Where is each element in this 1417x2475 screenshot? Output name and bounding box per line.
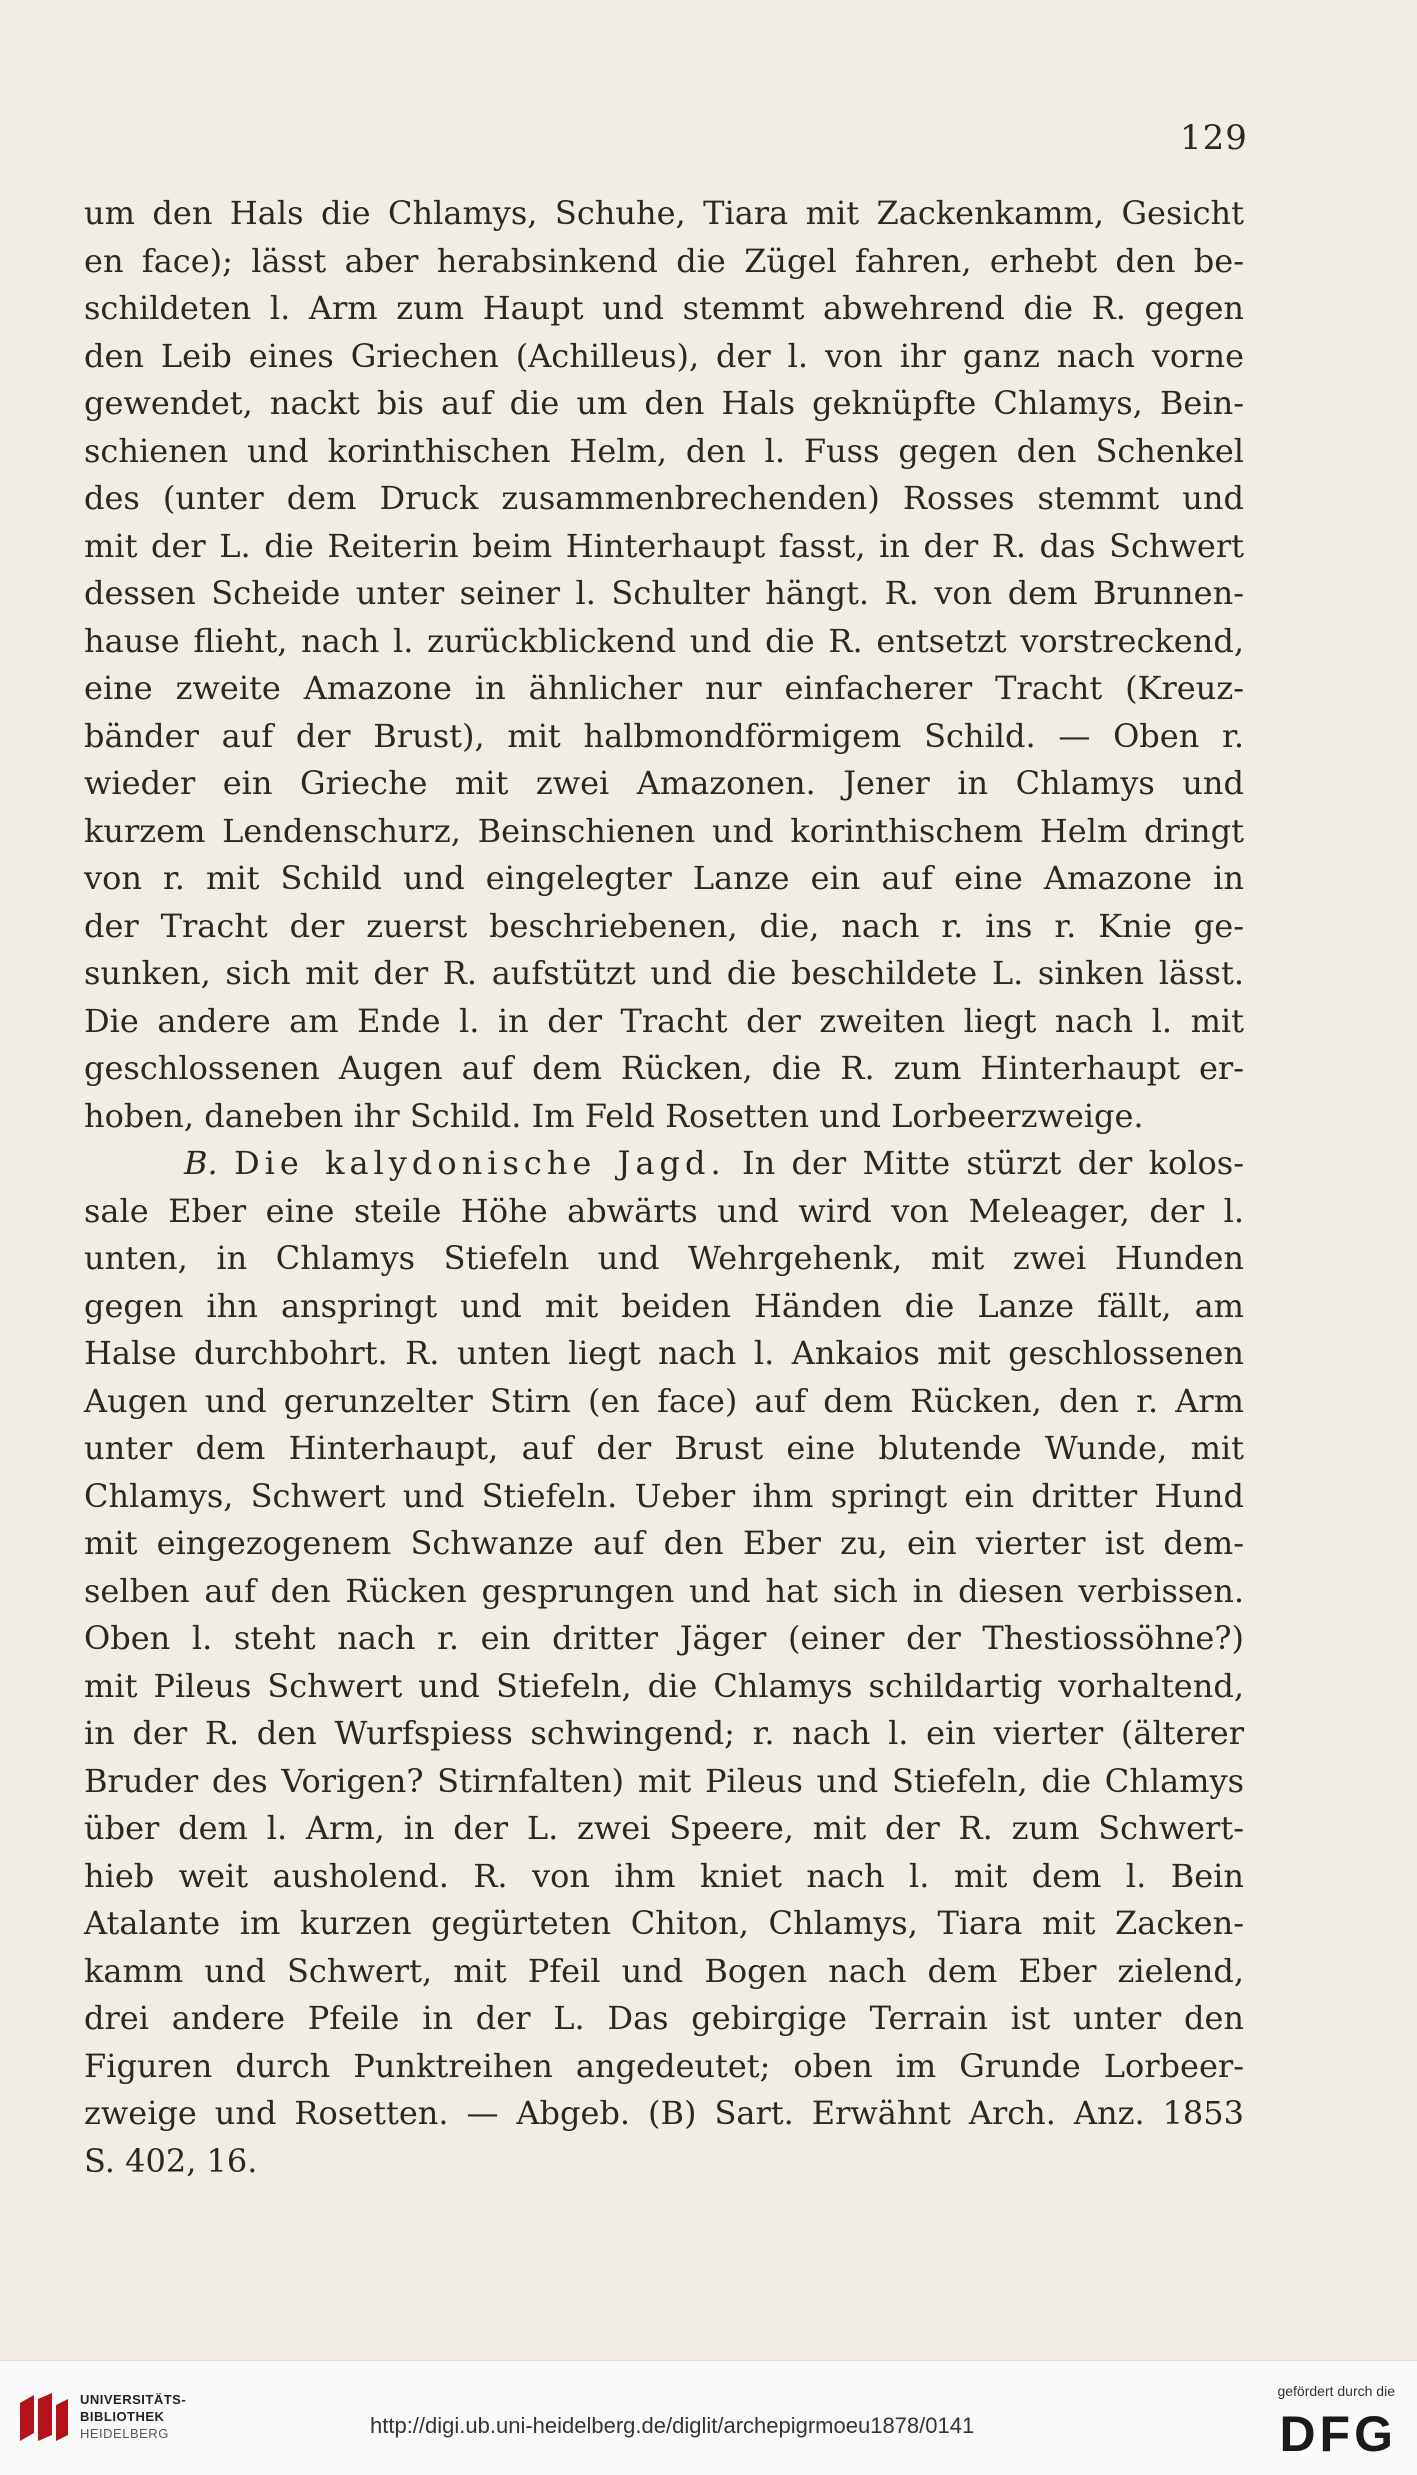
text-line: eine zweite Amazone in ähnlicher nur einfacherer Tracht (Kreuz- xyxy=(84,669,1244,707)
text-line: wieder ein Grieche mit zwei Amazonen. Jener in Chlamys und xyxy=(84,764,1244,802)
text-line: Chlamys, Schwert und Stiefeln. Ueber ihm springt ein dritter Hund xyxy=(84,1476,1244,1515)
text-line: mit der L. die Reiterin beim Hinterhaupt fasst, in der R. das Schwert xyxy=(84,526,1244,565)
text-line: des (unter dem Druck zusammenbrechenden) Rosses stemmt und xyxy=(84,479,1244,517)
dfg-logo: DFG xyxy=(1279,2406,1397,2462)
text-line: von r. mit Schild und eingelegter Lanze ein auf eine Amazone in xyxy=(84,859,1244,897)
library-name-line: BIBLIOTHEK xyxy=(80,2409,165,2424)
text-line: en face); lässt aber herabsinkend die Zügel fahren, erhebt den be- xyxy=(84,241,1244,280)
text-line: S. 402, 16. xyxy=(84,2141,258,2180)
text-line: der Tracht der zuerst beschriebenen, die, nach r. ins r. Knie ge- xyxy=(84,906,1244,945)
text-line: gegen ihn anspringt und mit beiden Händen die Lanze fällt, am xyxy=(84,1286,1244,1325)
text-line: dessen Scheide unter seiner l. Schulter hängt. R. von dem Brunnen- xyxy=(84,574,1244,612)
section-title: Die kalydonische Jagd. xyxy=(233,1144,726,1182)
text-line: hause flieht, nach l. zurückblickend und die R. entsetzt vorstreckend, xyxy=(84,621,1244,660)
text-line: Die andere am Ende l. in der Tracht der zweiten liegt nach l. mit xyxy=(84,1001,1244,1040)
text-fragment: In der Mitte stürzt der kolos- xyxy=(741,1144,1244,1182)
text-line: hoben, daneben ihr Schild. Im Feld Rosetten und Lorbeerzweige. xyxy=(84,1096,1144,1135)
text-line: in der R. den Wurfspiess schwingend; r. nach l. ein vierter (älterer xyxy=(84,1714,1244,1752)
text-line: sale Eber eine steile Höhe abwärts und wird von Meleager, der l. xyxy=(84,1191,1244,1230)
text-line: unter dem Hinterhaupt, auf der Brust eine blutende Wunde, mit xyxy=(84,1429,1244,1467)
library-name-line: UNIVERSITÄTS- xyxy=(80,2392,187,2407)
text-line: über dem l. Arm, in der L. zwei Speere, mit der R. zum Schwert- xyxy=(84,1809,1244,1847)
text-line: bänder auf der Brust), mit halbmondförmigem Schild. — Oben r. xyxy=(84,716,1244,755)
text-line: geschlossenen Augen auf dem Rücken, die R. zum Hinterhaupt er- xyxy=(84,1049,1244,1087)
text-line: zweige und Rosetten. — Abgeb. (B) Sart. Erwähnt Arch. Anz. 1853 xyxy=(84,2094,1244,2132)
text-line: drei andere Pfeile in der L. Das gebirgige Terrain ist unter den xyxy=(84,1999,1244,2037)
university-library-name xyxy=(80,2391,186,2442)
university-logo-icon xyxy=(14,2389,72,2447)
permalink[interactable]: http://digi.ub.uni-heidelberg.de/diglit/archepigrmoeu1878/0141 xyxy=(370,2413,975,2438)
library-name-line: HEIDELBERG xyxy=(80,2426,169,2441)
text-line: sunken, sich mit der R. aufstützt und die beschildete L. sinken lässt. xyxy=(84,954,1244,992)
text-line: schildeten l. Arm zum Haupt und stemmt abwehrend die R. gegen xyxy=(84,289,1244,327)
text-line: Augen und gerunzelter Stirn (en face) auf dem Rücken, den r. Arm xyxy=(84,1381,1244,1420)
section-b-heading-line xyxy=(84,1140,1244,1188)
body-text xyxy=(84,190,1244,2185)
funding-caption: gefördert durch die xyxy=(1277,2383,1395,2399)
text-line: mit Pileus Schwert und Stiefeln, die Chlamys schildartig vorhaltend, xyxy=(84,1666,1244,1705)
viewer-footer xyxy=(0,2360,1417,2475)
text-line: kamm und Schwert, mit Pfeil und Bogen nach dem Eber zielend, xyxy=(84,1951,1244,1990)
text-line: hieb weit ausholend. R. von ihm kniet nach l. mit dem l. Bein xyxy=(84,1856,1244,1895)
text-line: den Leib eines Griechen (Achilleus), der l. von ihr ganz nach vorne xyxy=(84,336,1244,375)
text-line: Bruder des Vorigen? Stirnfalten) mit Pileus und Stiefeln, die Chlamys xyxy=(84,1761,1244,1800)
page-number: 129 xyxy=(1180,118,1248,158)
text-line: kurzem Lendenschurz, Beinschienen und korinthischem Helm dringt xyxy=(84,811,1244,850)
text-line: um den Hals die Chlamys, Schuhe, Tiara mit Zackenkamm, Gesicht xyxy=(84,194,1244,232)
text-line: Atalante im kurzen gegürteten Chiton, Chlamys, Tiara mit Zacken- xyxy=(84,1904,1244,1942)
text-line: mit eingezogenem Schwanze auf den Eber zu, ein vierter ist dem- xyxy=(84,1524,1244,1562)
text-line: schienen und korinthischen Helm, den l. Fuss gegen den Schenkel xyxy=(84,431,1244,470)
section-label: B. xyxy=(184,1144,218,1182)
text-line: Figuren durch Punktreihen angedeutet; oben im Grunde Lorbeer- xyxy=(84,2046,1244,2085)
text-line: selben auf den Rücken gesprungen und hat sich in diesen verbissen. xyxy=(84,1571,1244,1610)
text-line: gewendet, nackt bis auf die um den Hals geknüpfte Chlamys, Bein- xyxy=(84,384,1244,422)
text-line: Halse durchbohrt. R. unten liegt nach l. Ankaios mit geschlossenen xyxy=(84,1334,1244,1372)
text-line: Oben l. steht nach r. ein dritter Jäger (einer der Thestiossöhne?) xyxy=(84,1619,1244,1657)
text-line: unten, in Chlamys Stiefeln und Wehrgehenk, mit zwei Hunden xyxy=(84,1239,1244,1277)
